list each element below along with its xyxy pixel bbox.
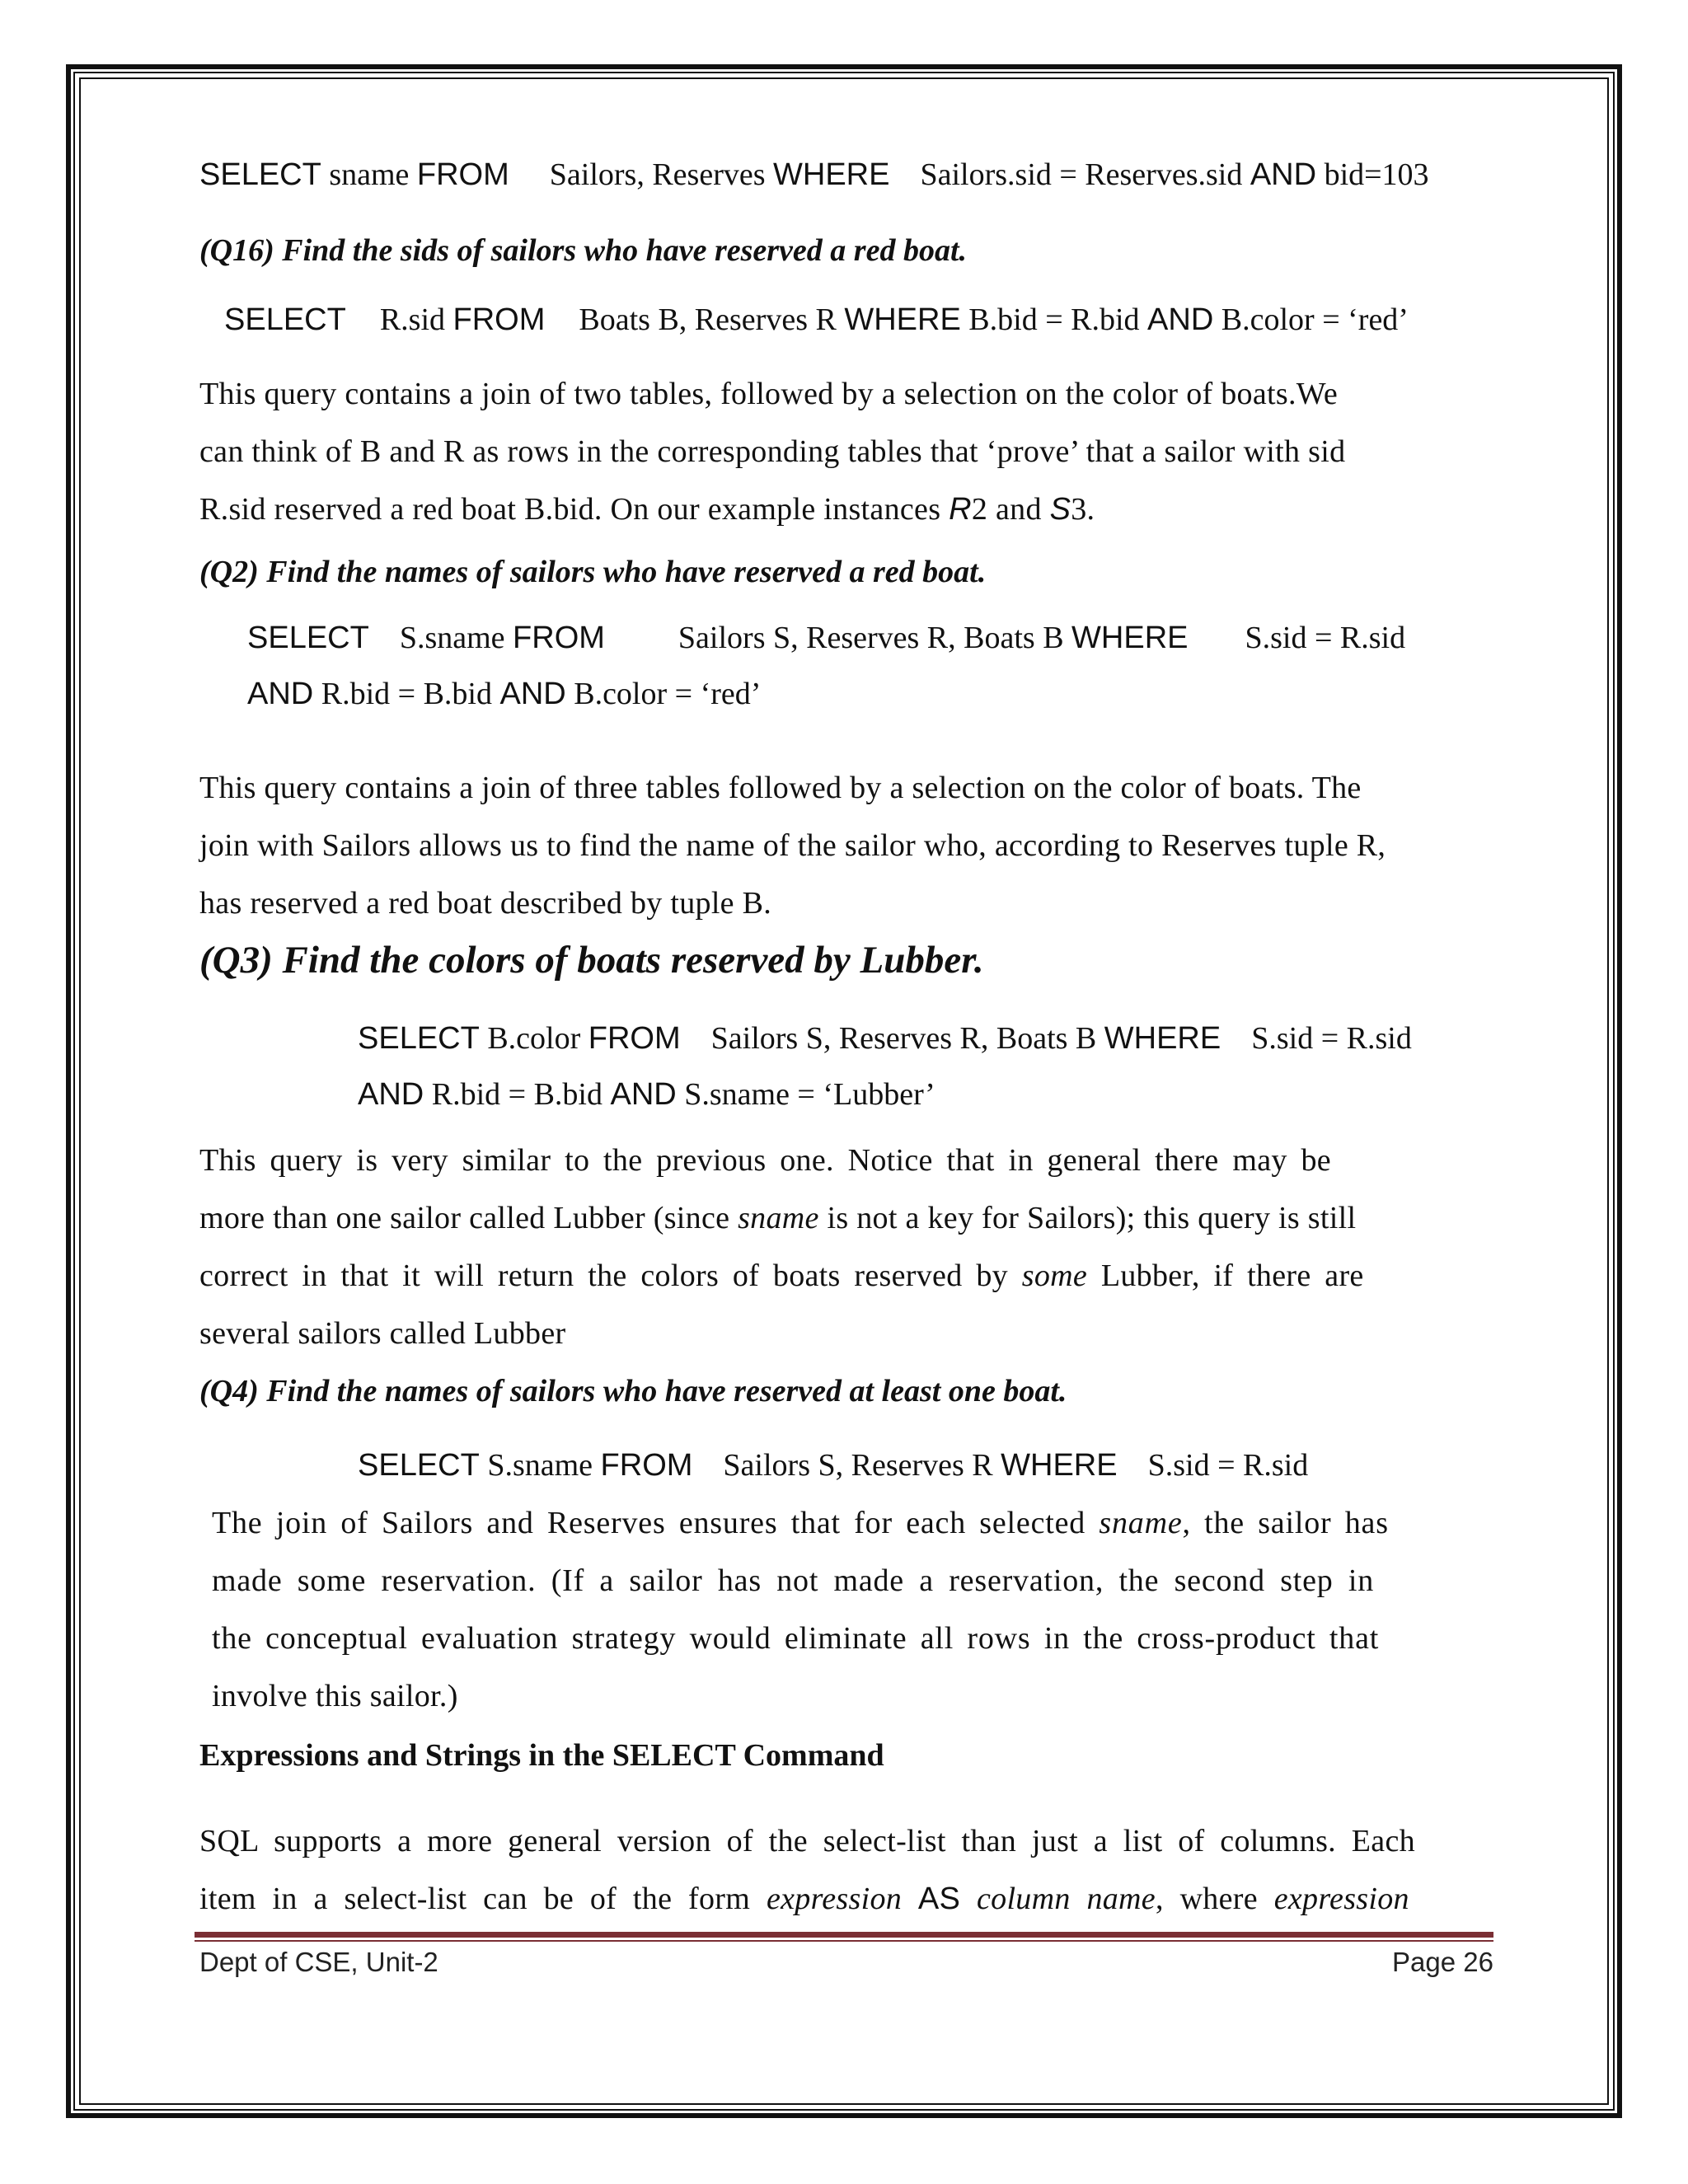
sql-line-bid103 — [199, 157, 1429, 193]
text-run: R.sid reserved a red boat B.bid. On our example instances — [199, 492, 941, 527]
text-run: , where — [1155, 1882, 1258, 1916]
sql-text: R.sid — [379, 302, 446, 337]
q16-para-line — [199, 491, 1095, 527]
q2-para-line: This query contains a join of three tables followed by a selection on the color of boats. The — [199, 771, 1362, 805]
text-run: S — [1049, 492, 1071, 527]
sql-text: Boats B, Reserves R — [579, 302, 837, 337]
sql-keyword: WHERE — [773, 157, 890, 192]
sql-keyword: SELECT — [247, 621, 369, 655]
sql-text: S.sname = ‘Lubber’ — [684, 1077, 935, 1112]
sql-text: B.color = ‘red’ — [1221, 302, 1409, 337]
sql-text: Sailors S, Reserves R — [723, 1448, 993, 1483]
sql-keyword: SELECT — [199, 157, 321, 192]
q3-sql-line2 — [358, 1076, 935, 1113]
q4-para-line: made some reservation. (If a sailor has not made a reservation, the second step in — [212, 1563, 1375, 1598]
text-run: 3. — [1071, 492, 1095, 527]
text-run: item in a select-list can be of the form — [199, 1882, 751, 1916]
sql-keyword: FROM — [513, 621, 605, 655]
sql-text: B.bid = R.bid — [968, 302, 1140, 337]
q4-sql — [358, 1447, 1308, 1483]
sql-keyword: WHERE — [844, 302, 961, 337]
text-run: expression — [1273, 1882, 1409, 1916]
sql-keyword: FROM — [416, 157, 509, 192]
sql-text: S.sname — [487, 1448, 593, 1483]
q4-title: (Q4) Find the names of sailors who have reserved at least one boat. — [199, 1374, 1067, 1408]
sql-keyword: WHERE — [1071, 621, 1189, 655]
sql-text: Sailors S, Reserves R, Boats B — [678, 621, 1064, 655]
sql-keyword: SELECT — [358, 1021, 480, 1056]
sql-text: bid=103 — [1324, 157, 1429, 192]
q16-para-line: This query contains a join of two tables, followed by a selection on the color of boats.We — [199, 377, 1339, 411]
section-heading: Expressions and Strings in the SELECT Command — [199, 1738, 884, 1773]
sql-keyword: WHERE — [1104, 1021, 1221, 1056]
q3-title: (Q3) Find the colors of boats reserved by Lubber. — [199, 939, 984, 982]
sql-keyword: AND — [610, 1077, 677, 1112]
text-run: sname — [738, 1201, 819, 1235]
sql-text: B.color = ‘red’ — [574, 677, 762, 711]
footer-department: Dept of CSE, Unit-2 — [199, 1947, 438, 1977]
sql-text: sname — [329, 157, 410, 192]
text-run: expression — [766, 1882, 903, 1916]
sql-text: S.sid = R.sid — [1147, 1448, 1309, 1483]
footer-rule — [195, 1932, 1493, 1938]
text-run: Lubber, if there are — [1100, 1258, 1364, 1293]
q3-para-line — [199, 1258, 1364, 1294]
sql-text: R.bid = B.bid — [431, 1077, 603, 1112]
q2-sql-line1 — [247, 620, 1405, 656]
text-run: some — [1021, 1258, 1088, 1293]
q16-title: (Q16) Find the sids of sailors who have reserved a red boat. — [199, 233, 967, 268]
section-para-line: SQL supports a more general version of the select-list than just a list of columns. Each — [199, 1824, 1415, 1858]
sql-keyword: FROM — [452, 302, 546, 337]
sql-keyword: AS — [917, 1882, 961, 1916]
sql-keyword: AND — [358, 1077, 424, 1112]
sql-keyword: WHERE — [1001, 1448, 1118, 1483]
q2-para-line: has reserved a red boat described by tuple B. — [199, 886, 772, 921]
q2-sql-line2 — [247, 676, 761, 712]
text-run: The join of Sailors and Reserves ensures that for each selected — [212, 1506, 1086, 1540]
q2-title: (Q2) Find the names of sailors who have reserved a red boat. — [199, 555, 987, 589]
sql-text: R.bid = B.bid — [321, 677, 492, 711]
q3-para-line: This query is very similar to the previous one. Notice that in general there may be — [199, 1143, 1331, 1178]
sql-keyword: AND — [1250, 157, 1317, 192]
q4-para-line: the conceptual evaluation strategy would eliminate all rows in the cross-product that — [212, 1621, 1380, 1656]
sql-keyword: FROM — [600, 1448, 693, 1483]
text-run: correct in that it will return the colors of boats reserved by — [199, 1258, 1008, 1293]
sql-keyword: FROM — [588, 1021, 681, 1056]
sql-text: S.sid = R.sid — [1251, 1021, 1412, 1056]
sql-keyword: SELECT — [358, 1448, 480, 1483]
q4-para-line: involve this sailor.) — [212, 1679, 458, 1713]
text-run: column name — [976, 1882, 1156, 1916]
sql-keyword: AND — [247, 677, 314, 711]
q2-para-line: join with Sailors allows us to find the name of the sailor who, according to Reserves tuple R, — [199, 828, 1386, 863]
text-run: sname — [1099, 1506, 1183, 1540]
footer-rule-thin — [195, 1940, 1493, 1942]
q16-para-line: can think of B and R as rows in the corresponding tables that ‘prove’ that a sailor with sid — [199, 434, 1346, 469]
text-run: is not a key for Sailors); this query is still — [827, 1201, 1357, 1235]
q3-sql-line1 — [358, 1020, 1412, 1057]
sql-text: Sailors S, Reserves R, Boats B — [710, 1021, 1097, 1056]
text-run: 2 and — [971, 492, 1042, 527]
text-run: more than one sailor called Lubber (since — [199, 1201, 730, 1235]
sql-text: S.sname — [399, 621, 505, 655]
sql-text: S.sid = R.sid — [1245, 621, 1406, 655]
sql-keyword: SELECT — [224, 302, 346, 337]
sql-keyword: AND — [1147, 302, 1214, 337]
sql-text: Sailors.sid = Reserves.sid — [920, 157, 1243, 192]
q4-para-line — [212, 1505, 1389, 1541]
section-para-line — [199, 1881, 1409, 1917]
sql-text: B.color — [487, 1021, 581, 1056]
q16-sql — [224, 302, 1409, 338]
q3-para-line: several sailors called Lubber — [199, 1316, 566, 1351]
sql-text: Sailors, Reserves — [549, 157, 766, 192]
q3-para-line — [199, 1200, 1356, 1236]
text-run: R — [949, 492, 972, 527]
text-run: , the sailor has — [1182, 1506, 1389, 1540]
sql-keyword: AND — [499, 677, 566, 711]
footer-page-number: Page 26 — [1392, 1947, 1493, 1977]
